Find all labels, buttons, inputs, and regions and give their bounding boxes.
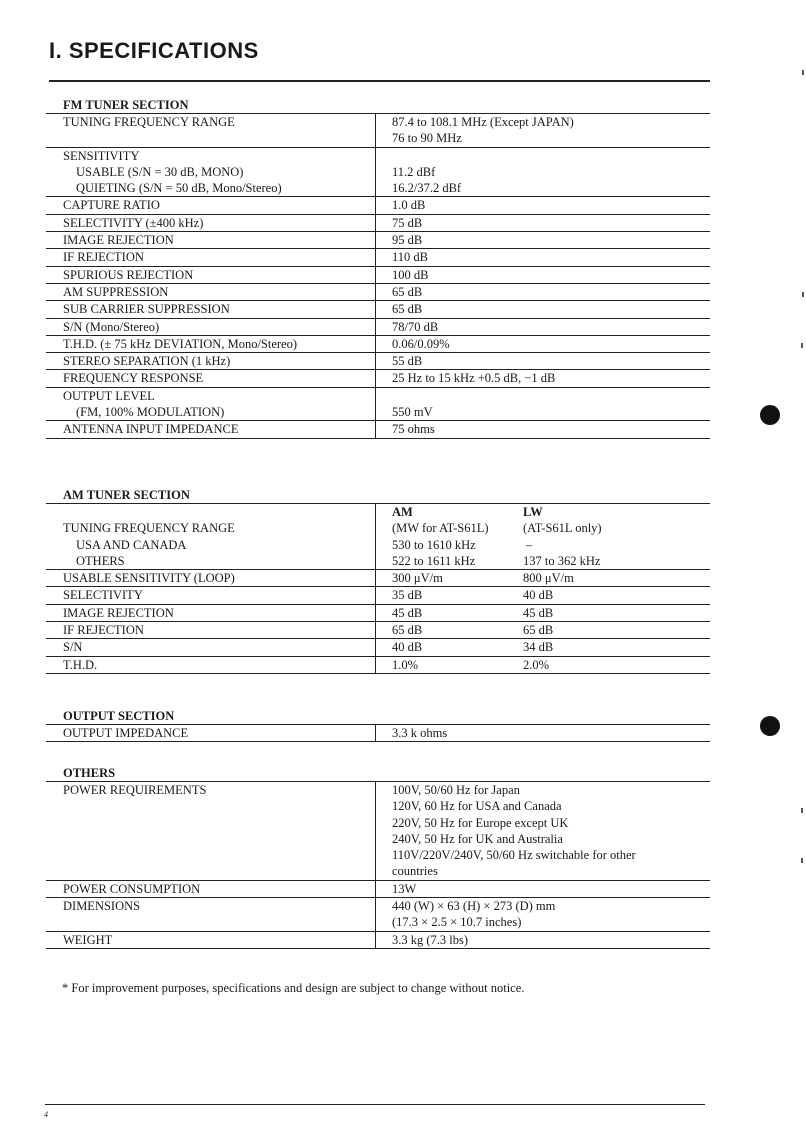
- spec-label: [46, 388, 376, 421]
- spec-value-line: (MW for AT-S61L): [392, 521, 489, 536]
- spec-label: [46, 725, 376, 741]
- spec-value-line: 120V, 60 Hz for USA and Canada: [392, 799, 562, 814]
- spec-row: [46, 267, 710, 284]
- spec-label-line: POWER CONSUMPTION: [63, 881, 201, 896]
- spec-value-line: 13W: [392, 881, 417, 896]
- spec-value-line: 0.06/0.09%: [392, 336, 450, 351]
- spec-value: [376, 782, 710, 880]
- spec-value: [376, 898, 710, 931]
- spec-value: [376, 301, 710, 317]
- spec-label-line: DIMENSIONS: [63, 899, 141, 914]
- spec-value-line: 3.3 k ohms: [392, 726, 448, 740]
- am-value: 1.0%: [392, 657, 419, 672]
- spec-label-line: [63, 504, 375, 520]
- section-heading: AM TUNER SECTION: [63, 488, 190, 502]
- spec-label-line: FREQUENCY RESPONSE: [63, 371, 204, 386]
- spec-value-line: 16.2/37.2 dBf: [392, 181, 462, 196]
- spec-value-line: 110V/220V/240V, 50/60 Hz switchable for other: [392, 848, 636, 863]
- spec-label-line: S/N (Mono/Stereo): [63, 319, 160, 334]
- spec-row-am-tuning: [46, 504, 710, 570]
- spec-label-line: TUNING FREQUENCY RANGE: [63, 115, 235, 129]
- am-value: 45 dB: [392, 605, 423, 620]
- spec-row: [46, 319, 710, 336]
- spec-value-line: 100V, 50/60 Hz for Japan: [392, 783, 520, 797]
- section-heading: OUTPUT SECTION: [63, 709, 175, 723]
- lw-value: 800 μV/m: [523, 571, 574, 586]
- am-value: 300 μV/m: [392, 571, 443, 586]
- spec-label: [46, 421, 376, 437]
- spec-label: [46, 249, 376, 265]
- spec-row: [46, 782, 710, 881]
- spec-label: [46, 232, 376, 248]
- spec-label: [46, 504, 376, 569]
- am-value: 65 dB: [392, 623, 423, 638]
- others-section: [46, 766, 710, 949]
- spec-label: [46, 570, 376, 586]
- spec-label: [46, 197, 376, 213]
- lw-band-column: [523, 504, 710, 569]
- lw-value: 45 dB: [523, 605, 554, 620]
- spec-value-line: 95 dB: [392, 233, 423, 248]
- spec-value-line: 137 to 362 kHz: [523, 553, 601, 568]
- spec-label-line: IF REJECTION: [63, 250, 144, 265]
- spec-label: [46, 657, 376, 673]
- page-number: 4: [44, 1110, 48, 1119]
- spec-value: [376, 319, 710, 335]
- spec-row: [46, 388, 710, 422]
- lw-value: 65 dB: [523, 623, 554, 638]
- spec-label-line: IF REJECTION: [63, 623, 144, 638]
- fm-tuner-section: [46, 98, 710, 439]
- spec-label-line: QUIETING (S/N = 50 dB, Mono/Stereo): [76, 181, 282, 196]
- spec-row: [46, 336, 710, 353]
- spec-label-line: SENSITIVITY: [63, 148, 140, 163]
- lw-value: 40 dB: [523, 588, 554, 603]
- spec-value: [376, 370, 710, 386]
- spec-label: [46, 370, 376, 386]
- spec-row: [46, 898, 710, 932]
- spec-label: [46, 319, 376, 335]
- spec-value: [376, 657, 710, 673]
- spec-label-line: SPURIOUS REJECTION: [63, 267, 194, 282]
- spec-label: [46, 336, 376, 352]
- spec-label: [46, 639, 376, 655]
- spec-label-line: OUTPUT LEVEL: [63, 388, 155, 403]
- spec-row: [46, 570, 710, 587]
- spec-value: [376, 932, 710, 948]
- spec-value: [376, 284, 710, 300]
- spec-label-line: OUTPUT IMPEDANCE: [63, 726, 189, 740]
- spec-value: [376, 197, 710, 213]
- spec-row: [46, 370, 710, 387]
- spec-value-line: 55 dB: [392, 354, 423, 369]
- spec-row: [46, 932, 710, 949]
- spec-label-line: USABLE (S/N = 30 dB, MONO): [76, 164, 244, 179]
- spec-label: [46, 114, 376, 147]
- spec-value: [376, 267, 710, 283]
- am-column-header: AM: [392, 505, 413, 519]
- spec-value-line: (17.3 × 2.5 × 10.7 inches): [392, 915, 522, 930]
- scan-speck: [801, 808, 803, 813]
- spec-value-line: 1.0 dB: [392, 198, 426, 213]
- spec-label-line: OTHERS: [76, 553, 125, 568]
- spec-label: [46, 301, 376, 317]
- spec-label-line: WEIGHT: [63, 932, 113, 947]
- spec-value: [376, 587, 710, 603]
- page-title: I. SPECIFICATIONS: [49, 38, 259, 63]
- spec-value-line: 75 dB: [392, 215, 423, 230]
- spec-label-line: ANTENNA INPUT IMPEDANCE: [63, 422, 239, 437]
- output-spec-table: [46, 724, 710, 742]
- spec-value: [376, 232, 710, 248]
- spec-row: [46, 622, 710, 639]
- spec-row: [46, 232, 710, 249]
- spec-value-line: 87.4 to 108.1 MHz (Except JAPAN): [392, 115, 574, 129]
- spec-label-line: S/N: [63, 640, 83, 655]
- scan-speck: [802, 70, 804, 75]
- spec-value: [376, 881, 710, 897]
- am-band-column: [392, 504, 523, 569]
- spec-value-line: 65 dB: [392, 302, 423, 317]
- spec-row: [46, 249, 710, 266]
- others-spec-table: [46, 781, 710, 949]
- spec-value-line: (AT-S61L only): [523, 521, 602, 536]
- spec-value-line: –: [526, 537, 533, 552]
- spec-label: [46, 898, 376, 931]
- am-tuner-section: [46, 488, 710, 674]
- spec-value-line: [392, 148, 710, 164]
- bottom-rule: [45, 1104, 705, 1105]
- title-rule: [49, 80, 710, 82]
- spec-value-line: 75 ohms: [392, 422, 435, 437]
- section-heading: FM TUNER SECTION: [63, 98, 189, 112]
- scan-speck: [801, 858, 803, 863]
- spec-value: [376, 249, 710, 265]
- section-heading: OTHERS: [63, 766, 116, 780]
- spec-value-line: 440 (W) × 63 (H) × 273 (D) mm: [392, 899, 556, 914]
- spec-row: [46, 657, 710, 674]
- spec-row: [46, 353, 710, 370]
- spec-label: [46, 587, 376, 603]
- spec-value: [376, 148, 710, 197]
- spec-value: [376, 622, 710, 638]
- punch-hole: [760, 716, 780, 736]
- am-value: 40 dB: [392, 640, 423, 655]
- spec-row: [46, 725, 710, 742]
- spec-label: [46, 353, 376, 369]
- spec-value-line: 3.3 kg (7.3 lbs): [392, 932, 469, 947]
- spec-value-line: [392, 388, 710, 404]
- spec-value-line: 550 mV: [392, 405, 433, 420]
- spec-row: [46, 301, 710, 318]
- spec-value-line: 100 dB: [392, 267, 429, 282]
- spec-label-line: USABLE SENSITIVITY (LOOP): [63, 571, 235, 586]
- spec-label-line: IMAGE REJECTION: [63, 233, 174, 248]
- spec-row: [46, 881, 710, 898]
- spec-row: [46, 197, 710, 214]
- spec-value-line: 530 to 1610 kHz: [392, 537, 476, 552]
- spec-label-line: SELECTIVITY (±400 kHz): [63, 215, 204, 230]
- spec-label: [46, 881, 376, 897]
- spec-label-line: (FM, 100% MODULATION): [76, 405, 225, 420]
- spec-value-line: 25 Hz to 15 kHz +0.5 dB, −1 dB: [392, 371, 556, 386]
- spec-row: [46, 605, 710, 622]
- spec-row: [46, 215, 710, 232]
- spec-value: [376, 353, 710, 369]
- spec-label-line: POWER REQUIREMENTS: [63, 783, 207, 797]
- spec-label-line: T.H.D. (± 75 kHz DEVIATION, Mono/Stereo): [63, 336, 298, 351]
- spec-label: [46, 622, 376, 638]
- spec-value-line: 78/70 dB: [392, 319, 439, 334]
- am-value: 35 dB: [392, 588, 423, 603]
- spec-value-line: countries: [392, 864, 438, 879]
- spec-label-line: IMAGE REJECTION: [63, 605, 174, 620]
- punch-hole: [760, 405, 780, 425]
- spec-label: [46, 782, 376, 880]
- spec-label-line: USA AND CANADA: [76, 537, 187, 552]
- spec-value: [376, 570, 710, 586]
- spec-value: [376, 388, 710, 421]
- spec-label-line: T.H.D.: [63, 657, 98, 672]
- spec-label: [46, 148, 376, 197]
- spec-value-line: 522 to 1611 kHz: [392, 553, 476, 568]
- spec-row: [46, 114, 710, 148]
- spec-value: [376, 421, 710, 437]
- spec-label-line: SELECTIVITY: [63, 588, 143, 603]
- lw-value: 2.0%: [523, 657, 550, 672]
- spec-label-line: SUB CARRIER SUPPRESSION: [63, 302, 230, 317]
- spec-value-line: 110 dB: [392, 250, 428, 265]
- spec-value: [376, 215, 710, 231]
- output-section: [46, 709, 710, 742]
- lw-value: 34 dB: [523, 640, 554, 655]
- spec-value-line: 65 dB: [392, 284, 423, 299]
- spec-label: [46, 284, 376, 300]
- spec-row: [46, 148, 710, 198]
- fm-spec-table: [46, 113, 710, 439]
- spec-label: [46, 605, 376, 621]
- lw-column-header: LW: [523, 505, 543, 519]
- spec-value-line: 11.2 dBf: [392, 164, 436, 179]
- spec-label: [46, 215, 376, 231]
- footnote: * For improvement purposes, specifications and design are subject to change without notice.: [62, 981, 525, 995]
- spec-label-line: AM SUPPRESSION: [63, 284, 169, 299]
- spec-label-line: STEREO SEPARATION (1 kHz): [63, 354, 231, 369]
- spec-label-line: CAPTURE RATIO: [63, 198, 160, 213]
- spec-label: [46, 267, 376, 283]
- spec-row: [46, 284, 710, 301]
- scan-speck: [802, 292, 804, 297]
- spec-value: [376, 504, 710, 569]
- spec-value-line: 240V, 50 Hz for UK and Australia: [392, 831, 563, 846]
- spec-value: [376, 639, 710, 655]
- spec-value-line: 76 to 90 MHz: [392, 131, 462, 146]
- scan-speck: [801, 343, 803, 348]
- spec-label-line: TUNING FREQUENCY RANGE: [63, 521, 235, 536]
- spec-row: [46, 639, 710, 656]
- spec-value: [376, 336, 710, 352]
- am-spec-rows: [46, 570, 710, 674]
- spec-label: [46, 932, 376, 948]
- spec-value: [376, 725, 710, 741]
- spec-row: [46, 587, 710, 604]
- spec-value: [376, 114, 710, 147]
- am-spec-table: [46, 503, 710, 674]
- spec-value-line: 220V, 50 Hz for Europe except UK: [392, 815, 569, 830]
- spec-value: [376, 605, 710, 621]
- spec-row: [46, 421, 710, 438]
